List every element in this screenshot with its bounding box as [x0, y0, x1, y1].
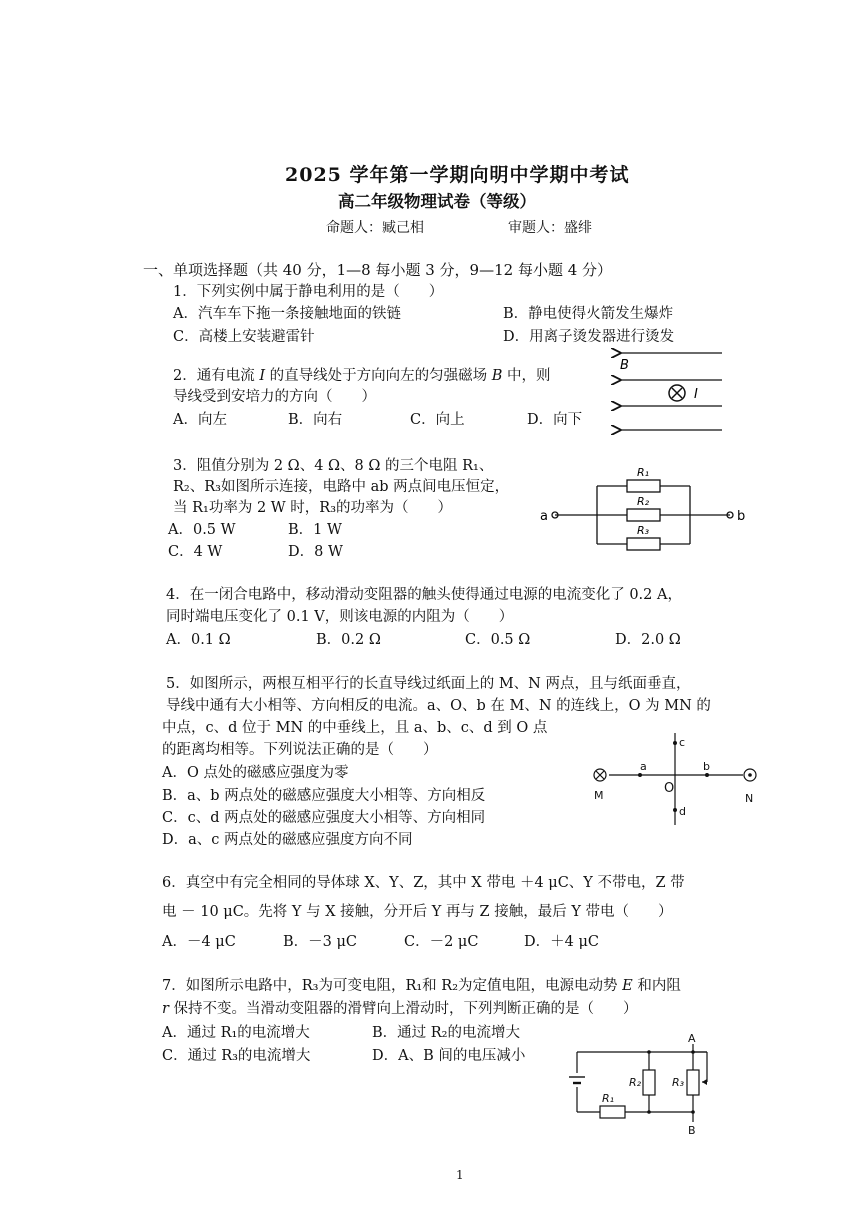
q2-option-d: D．向下 [527, 412, 583, 428]
q4-option-c: C．0.5 Ω [465, 632, 531, 648]
q3-stem-line2: R₂、R₃如图所示连接，电路中 ab 两点间电压恒定， [173, 479, 510, 495]
resistor-r2 [627, 509, 660, 521]
page-number: 1 [456, 1168, 464, 1182]
q7-stem-line1: 7．如图所示电路中，R₃为可变电阻，R₁和 R₂为定值电阻，电源电动势 𝐸 和内阻 [162, 978, 681, 994]
point-n-label: N [745, 792, 754, 805]
r3-label: R₃ [637, 524, 650, 537]
q5-stem-line4: 的距离均相等。下列说法正确的是（ ） [162, 742, 438, 758]
q1-option-c: C．高楼上安装避雷针 [173, 329, 315, 345]
q5-wires-figure [585, 725, 775, 835]
q6-stem-line2: 电 － 10 μC。先将 Y 与 X 接触，分开后 Y 再与 Z 接触，最后 Y 带电（ ） [162, 904, 673, 920]
resistor-r3 [627, 538, 660, 550]
resistor-r1 [627, 480, 660, 492]
q7-option-c: C．通过 R₃的电流增大 [162, 1048, 311, 1064]
q2-magnetic-field-figure [610, 340, 730, 440]
q5-stem-line1: 5．如图所示，两根互相平行的长直导线过纸面上的 M、N 两点，且与纸面垂直， [166, 676, 691, 692]
r2-label: R₂ [637, 495, 650, 508]
resistor-r2 [643, 1070, 655, 1095]
r1-label: R₁ [602, 1092, 615, 1105]
q2-stem-line1: 2．通有电流 𝐼 的直导线处于方向向左的匀强磁场 𝐵 中，则 [173, 368, 551, 384]
resistor-r1 [600, 1106, 625, 1118]
q1-option-a: A．汽车车下拖一条接触地面的铁链 [173, 306, 401, 322]
point-b-label: b [703, 760, 710, 773]
author-line: 命题人：臧己相 [326, 220, 424, 236]
q6-option-d: D．＋4 μC [524, 934, 599, 950]
point-a-label: a [640, 760, 647, 773]
q4-option-d: D．2.0 Ω [615, 632, 681, 648]
q5-option-c: C．c、d 两点处的磁感应强度大小相等、方向相同 [162, 810, 486, 826]
r3-label: R₃ [672, 1076, 685, 1089]
field-label-b: B [620, 358, 629, 373]
q4-stem-line2: 同时端电压变化了 0.1 V，则该电源的内阻为（ ） [166, 609, 514, 625]
q6-option-c: C．－2 μC [404, 934, 479, 950]
r2-label: R₂ [629, 1076, 642, 1089]
q6-option-a: A．－4 μC [162, 934, 236, 950]
q3-option-c: C．4 W [168, 544, 223, 560]
section-heading: 一、单项选择题（共 40 分，1—8 每小题 3 分，9—12 每小题 4 分） [143, 261, 613, 279]
q7-option-a: A．通过 R₁的电流增大 [162, 1025, 310, 1041]
q6-option-b: B．－3 μC [283, 934, 358, 950]
point-c-label: c [679, 736, 686, 749]
node-a-label: A [688, 1032, 696, 1045]
q3-resistor-circuit-figure [535, 458, 755, 558]
q5-option-a: A．O 点处的磁感应强度为零 [162, 765, 349, 781]
q3-option-a: A．0.5 W [168, 522, 236, 538]
q2-stem-line2: 导线受到安培力的方向（ ） [173, 389, 376, 405]
q7-option-d: D．A、B 间的电压减小 [372, 1048, 526, 1064]
point-d-label: d [679, 805, 686, 818]
q3-stem-line1: 3．阻值分别为 2 Ω、4 Ω、8 Ω 的三个电阻 R₁、 [173, 458, 494, 474]
q5-option-b: B．a、b 两点处的磁感应强度大小相等、方向相反 [162, 788, 486, 804]
point-m-label: M [594, 789, 604, 802]
resistor-r3 [687, 1070, 699, 1095]
q4-stem-line1: 4．在一闭合电路中，移动滑动变阻器的触头使得通过电源的电流变化了 0.2 A， [166, 587, 682, 603]
reviewer-line: 审题人：盛绯 [508, 220, 592, 236]
q4-option-a: A．0.1 Ω [166, 632, 231, 648]
q1-option-b: B．静电使得火箭发生爆炸 [503, 306, 674, 322]
q1-stem: 1．下列实例中属于静电利用的是（ ） [173, 284, 444, 300]
q6-stem-line1: 6．真空中有完全相同的导体球 X、Y、Z，其中 X 带电 ＋4 μC、Y 不带电，Z 带 [162, 875, 685, 891]
exam-subtitle: 高二年级物理试卷（等级） [338, 192, 536, 211]
b-label: b [737, 509, 746, 524]
r1-label: R₁ [637, 466, 650, 479]
node-b-label: B [688, 1124, 696, 1135]
q2-option-b: B．向右 [288, 412, 343, 428]
exam-title: 2025 学年第一学期向明中学期中考试 [285, 164, 630, 186]
q4-option-b: B．0.2 Ω [316, 632, 381, 648]
q7-option-b: B．通过 R₂的电流增大 [372, 1025, 520, 1041]
q3-option-b: B．1 W [288, 522, 342, 538]
q3-option-d: D．8 W [288, 544, 343, 560]
q1-option-d: D．用离子烫发器进行烫发 [503, 329, 675, 345]
q5-stem-line3: 中点，c、d 位于 MN 的中垂线上，且 a、b、c、d 到 O 点 [162, 720, 548, 736]
q5-option-d: D．a、c 两点处的磁感应强度方向不同 [162, 832, 413, 848]
q7-stem-line2: 𝑟 保持不变。当滑动变阻器的滑臂向上滑动时，下列判断正确的是（ ） [162, 1001, 638, 1017]
q2-option-c: C．向上 [410, 412, 465, 428]
q3-stem-line3: 当 R₁功率为 2 W 时，R₃的功率为（ ） [173, 500, 453, 516]
current-label-i: I [694, 387, 698, 402]
q5-stem-line2: 导线中通有大小相等、方向相反的电流。a、O、b 在 M、N 的连线上，O 为 MN 的 [166, 698, 711, 714]
q2-option-a: A．向左 [173, 412, 227, 428]
q7-circuit-figure [565, 1030, 735, 1135]
point-o-label: O [664, 781, 675, 796]
a-label: a [540, 509, 548, 524]
